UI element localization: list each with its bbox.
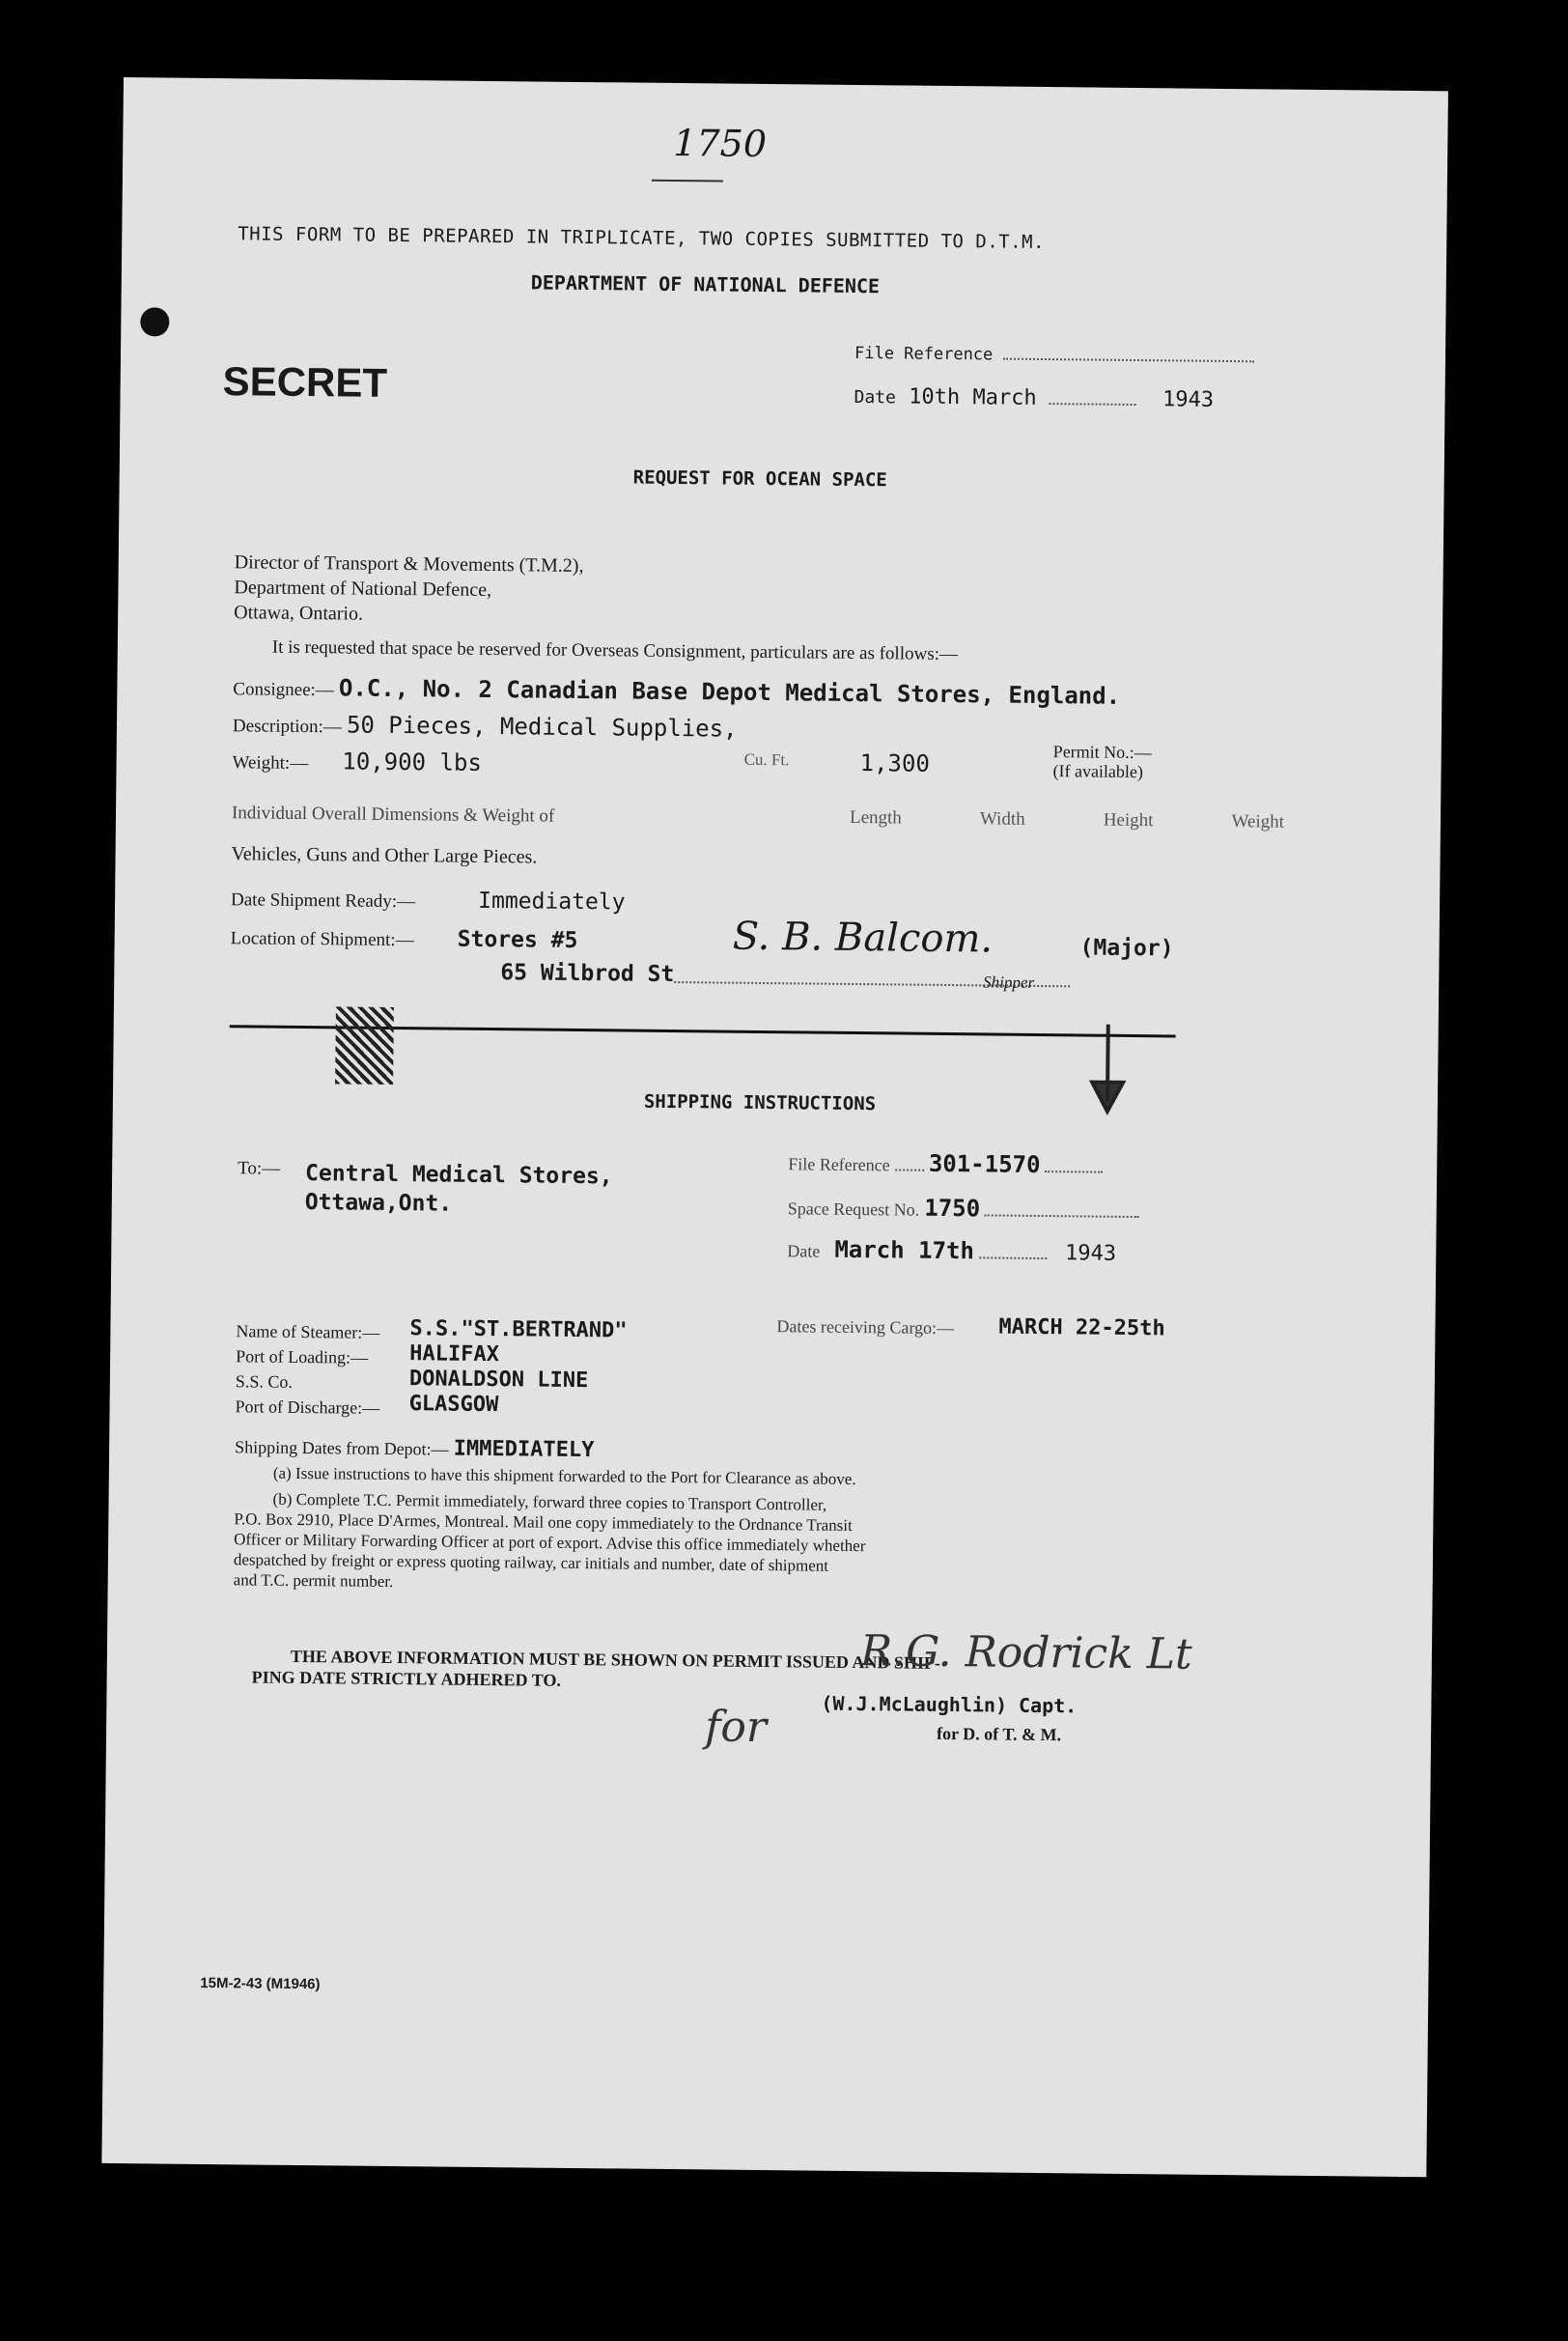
- form-code: 15M-2-43 (M1946): [200, 1974, 321, 1993]
- underline-mark: [652, 180, 723, 183]
- secret-classification: SECRET: [222, 358, 388, 406]
- address-line: Director of Transport & Movements (T.M.2),: [234, 551, 584, 578]
- steamer-label: Name of Steamer:—: [236, 1321, 380, 1342]
- paragraph-b-line: and T.C. permit number.: [233, 1570, 394, 1592]
- date-label: Date: [854, 386, 897, 409]
- request-intro: It is requested that space be reserved for Overseas Consignment, particulars are as follows:—: [271, 636, 959, 665]
- port-discharge-value: GLASGOW: [408, 1392, 499, 1418]
- description-value: 50 Pieces, Medical Supplies,: [346, 711, 738, 743]
- shipping-dates-row: [235, 1434, 595, 1462]
- date-ready-label: Date Shipment Ready:—: [230, 889, 416, 913]
- weight-value: 10,900 lbs: [342, 747, 483, 776]
- steamer-value: S.S."ST.BERTRAND": [409, 1316, 628, 1343]
- dim-col-width: Width: [979, 808, 1025, 830]
- dimensions-label-2: Vehicles, Guns and Other Large Pieces.: [231, 843, 538, 868]
- paragraph-b-line: P.O. Box 2910, Place D'Armes, Montreal. Mail one copy immediately to the Ordnance Transit: [234, 1509, 853, 1535]
- paragraph-b-line: (b) Complete T.C. Permit immediately, forward three copies to Transport Controller,: [272, 1489, 827, 1514]
- department-heading: DEPARTMENT OF NATIONAL DEFENCE: [530, 270, 881, 298]
- location-line2: 65 Wilbrod St: [500, 960, 675, 988]
- cuft-value: 1,300: [859, 749, 930, 777]
- instr-file-ref-trailing-dots: [1046, 1170, 1104, 1173]
- shipping-dates-label: Shipping Dates from Depot:—: [235, 1437, 449, 1459]
- instr-file-ref-dots: [895, 1169, 924, 1170]
- weight-label: Weight:—: [232, 752, 309, 775]
- date-field: [854, 384, 1214, 412]
- location-row: [231, 924, 578, 953]
- description-label: Description:—: [232, 716, 343, 738]
- handwritten-for: for: [704, 1702, 768, 1753]
- instr-date-label: Date: [787, 1241, 821, 1261]
- date-value: 10th March: [909, 384, 1037, 410]
- port-loading-value: HALIFAX: [409, 1341, 500, 1368]
- to-line1: Central Medical Stores,: [304, 1161, 613, 1190]
- weight-row: [232, 747, 482, 776]
- location-line1: Stores #5: [457, 926, 578, 953]
- punch-hole-mark: [140, 307, 169, 336]
- shipper-signature: S. B. Balcom.: [732, 914, 994, 962]
- file-reference-field: [854, 344, 1254, 367]
- signatory-for: for D. of T. & M.: [936, 1723, 1062, 1745]
- scribble-mark: [335, 1006, 394, 1085]
- port-loading-label: Port of Loading:—: [236, 1346, 369, 1368]
- date-ready-value: Immediately: [478, 888, 626, 916]
- handwritten-signature: R.G. Rodrick Lt: [859, 1626, 1192, 1679]
- to-label: To:—: [238, 1158, 281, 1179]
- to-line2: Ottawa,Ont.: [304, 1190, 453, 1217]
- consignee-row: [233, 673, 1120, 710]
- address-line: Department of National Defence,: [234, 577, 492, 602]
- file-reference-value: [1003, 358, 1254, 363]
- dates-cargo-label: Dates receiving Cargo:—: [776, 1316, 955, 1339]
- permit-field: [1052, 742, 1151, 781]
- instr-file-ref-label: File Reference: [788, 1154, 890, 1175]
- location-label: Location of Shipment:—: [230, 928, 414, 951]
- permit-label: Permit No.:—: [1052, 742, 1152, 763]
- shipment-labels: [235, 1318, 380, 1421]
- date-ready-row: [231, 886, 626, 915]
- dim-col-height: Height: [1103, 809, 1154, 832]
- notice-line: PING DATE STRICTLY ADHERED TO.: [251, 1667, 562, 1690]
- paragraph-b-line: despatched by freight or express quoting railway, car initials and number, date of shipment: [233, 1550, 829, 1575]
- permit-note: (If available): [1052, 761, 1144, 782]
- dim-col-weight: Weight: [1231, 811, 1285, 832]
- handwritten-request-number: 1750: [673, 121, 768, 165]
- description-row: [233, 710, 738, 742]
- shipper-rank: (Major): [1079, 935, 1174, 962]
- paragraph-b-line: Officer or Military Forwarding Officer at port of export. Advise this office immediately whether: [234, 1530, 866, 1556]
- date-year: 1943: [1162, 387, 1215, 412]
- shipping-dates-value: IMMEDIATELY: [453, 1436, 595, 1463]
- shipper-label: Shipper: [983, 973, 1035, 992]
- instr-date-value: March 17th: [834, 1235, 975, 1265]
- address-line: Ottawa, Ontario.: [234, 602, 364, 625]
- space-request-row: [788, 1193, 1140, 1224]
- dimensions-columns: [850, 807, 1284, 833]
- to-address: [305, 1159, 613, 1220]
- dates-cargo-value: MARCH 22-25th: [998, 1314, 1165, 1341]
- dim-col-length: Length: [849, 806, 902, 829]
- signatory-name: (W.J.McLaughlin) Capt.: [821, 1691, 1078, 1718]
- space-request-label: Space Request No.: [787, 1199, 920, 1220]
- space-request-value: 1750: [924, 1194, 981, 1223]
- consignee-value: O.C., No. 2 Canadian Base Depot Medical Stores, England.: [338, 674, 1121, 710]
- instr-file-reference-row: [788, 1148, 1104, 1178]
- form-instruction: THIS FORM TO BE PREPARED IN TRIPLICATE, TWO COPIES SUBMITTED TO D.T.M.: [238, 223, 1046, 253]
- ss-co-value: DONALDSON LINE: [408, 1367, 589, 1394]
- shipping-instructions-title: SHIPPING INSTRUCTIONS: [643, 1090, 877, 1115]
- instr-date-dots: [979, 1256, 1047, 1259]
- port-discharge-label: Port of Discharge:—: [235, 1396, 380, 1418]
- shipment-values: [408, 1316, 627, 1419]
- document-page: [101, 77, 1448, 2177]
- instr-date-row: [787, 1235, 1116, 1266]
- cuft-label: Cu. Ft.: [743, 749, 790, 770]
- paragraph-b: [234, 1488, 866, 1596]
- instr-date-year: 1943: [1064, 1241, 1117, 1266]
- file-reference-label: File Reference: [854, 343, 994, 365]
- notice-block: [252, 1645, 941, 1694]
- instr-file-ref-value: 301-1570: [928, 1149, 1041, 1179]
- ss-co-label: S.S. Co.: [235, 1371, 293, 1392]
- form-title: REQUEST FOR OCEAN SPACE: [632, 466, 887, 492]
- paragraph-a: (a) Issue instructions to have this shipment forwarded to the Port for Clearance as above.: [272, 1463, 856, 1489]
- address-block: [234, 550, 584, 629]
- consignee-label: Consignee:—: [233, 679, 334, 701]
- date-dots: [1050, 403, 1136, 406]
- dimensions-label-1: Individual Overall Dimensions & Weight of: [231, 803, 555, 827]
- notice-line: THE ABOVE INFORMATION MUST BE SHOWN ON PERMIT ISSUED AND SHIP-: [290, 1646, 941, 1673]
- space-request-dots: [985, 1214, 1139, 1218]
- arrow-mark-icon: [1078, 1014, 1137, 1121]
